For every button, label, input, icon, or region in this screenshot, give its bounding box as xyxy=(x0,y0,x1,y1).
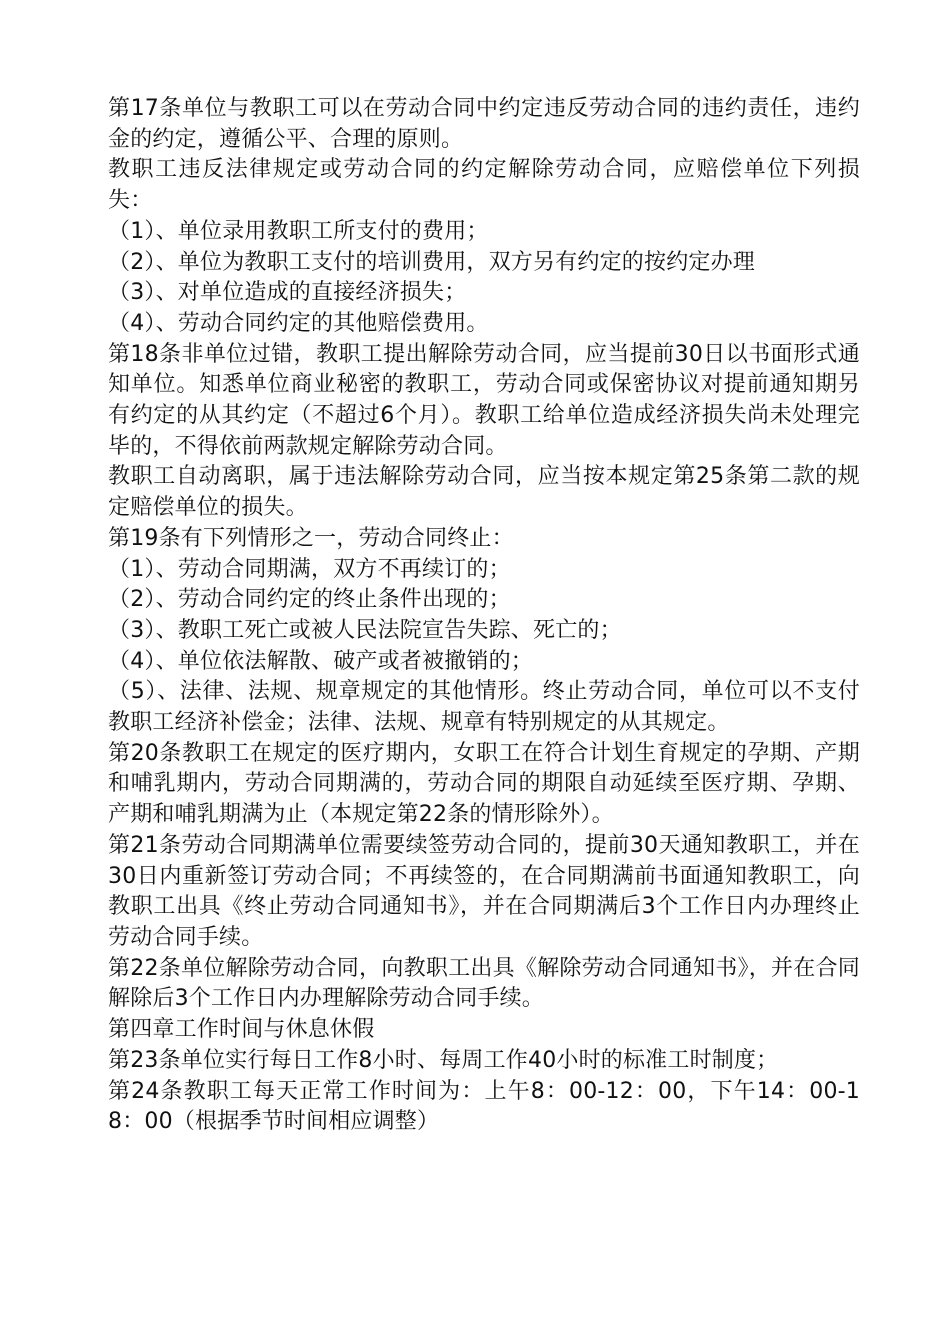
list-item: （5）、法律、法规、规章规定的其他情形。终止劳动合同，单位可以不支付教职工经济补偿金；法律、法规、规章有特别规定的从其规定。 xyxy=(108,679,860,736)
article-20-paragraph: 第20条教职工在规定的医疗期内，女职工在符合计划生育规定的孕期、产期和哺乳期内，劳动合同期满的，劳动合同的期限自动延续至医疗期、孕期、产期和哺乳期满为止（本规定第22条的情形除外）。 xyxy=(108,740,860,828)
list-item: （4）、单位依法解散、破产或者被撤销的； xyxy=(108,648,533,674)
article-18-paragraph: 第18条非单位过错，教职工提出解除劳动合同，应当提前30日以书面形式通知单位。知悉单位商业秘密的教职工，劳动合同或保密协议对提前通知期另有约定的从其约定（不超过6个月）。教职工给单位造成经济损失尚未处理完毕的，不得依前两款规定解除劳动合同。 xyxy=(108,341,860,459)
list-item: （3）、对单位造成的直接经济损失； xyxy=(108,280,467,306)
article-21-paragraph: 第21条劳动合同期满单位需要续签劳动合同的，提前30天通知教职工，并在30日内重新签订劳动合同；不再续签的，在合同期满前书面通知教职工，向教职工出具《终止劳动合同通知书》，并在合同期满后3个工作日内办理终止劳动合同手续。 xyxy=(108,832,860,950)
breach-compensation-paragraph: 教职工违反法律规定或劳动合同的约定解除劳动合同，应赔偿单位下列损失： xyxy=(108,157,860,214)
article-22-paragraph: 第22条单位解除劳动合同，向教职工出具《解除劳动合同通知书》，并在合同解除后3个工作日内办理解除劳动合同手续。 xyxy=(108,955,860,1012)
document-body xyxy=(108,94,860,1138)
list-item: （2）、劳动合同约定的终止条件出现的； xyxy=(108,587,511,613)
article-17-paragraph: 第17条单位与教职工可以在劳动合同中约定违反劳动合同的违约责任，违约金的约定，遵循公平、合理的原则。 xyxy=(108,96,860,152)
list-item: （4）、劳动合同约定的其他赔偿费用。 xyxy=(108,310,489,336)
article-19-paragraph: 第19条有下列情形之一，劳动合同终止： xyxy=(108,525,514,551)
article-23-paragraph: 第23条单位实行每日工作8小时、每周工作40小时的标准工时制度； xyxy=(108,1047,779,1073)
list-item: （2）、单位为教职工支付的培训费用，双方另有约定的按约定办理 xyxy=(108,249,755,275)
list-item: （1）、单位录用教职工所支付的费用； xyxy=(108,218,489,244)
article-24-paragraph: 第24条教职工每天正常工作时间为：上午8：00-12：00，下午14：00-18：00（根据季节时间相应调整） xyxy=(108,1078,860,1135)
list-item: （1）、劳动合同期满，双方不再续订的； xyxy=(108,556,511,582)
chapter-4-heading: 第四章工作时间与休息休假 xyxy=(108,1017,375,1043)
list-item: （3）、教职工死亡或被人民法院宣告失踪、死亡的； xyxy=(108,617,622,643)
voluntary-departure-paragraph: 教职工自动离职，属于违法解除劳动合同，应当按本规定第25条第二款的规定赔偿单位的损失。 xyxy=(108,464,860,521)
